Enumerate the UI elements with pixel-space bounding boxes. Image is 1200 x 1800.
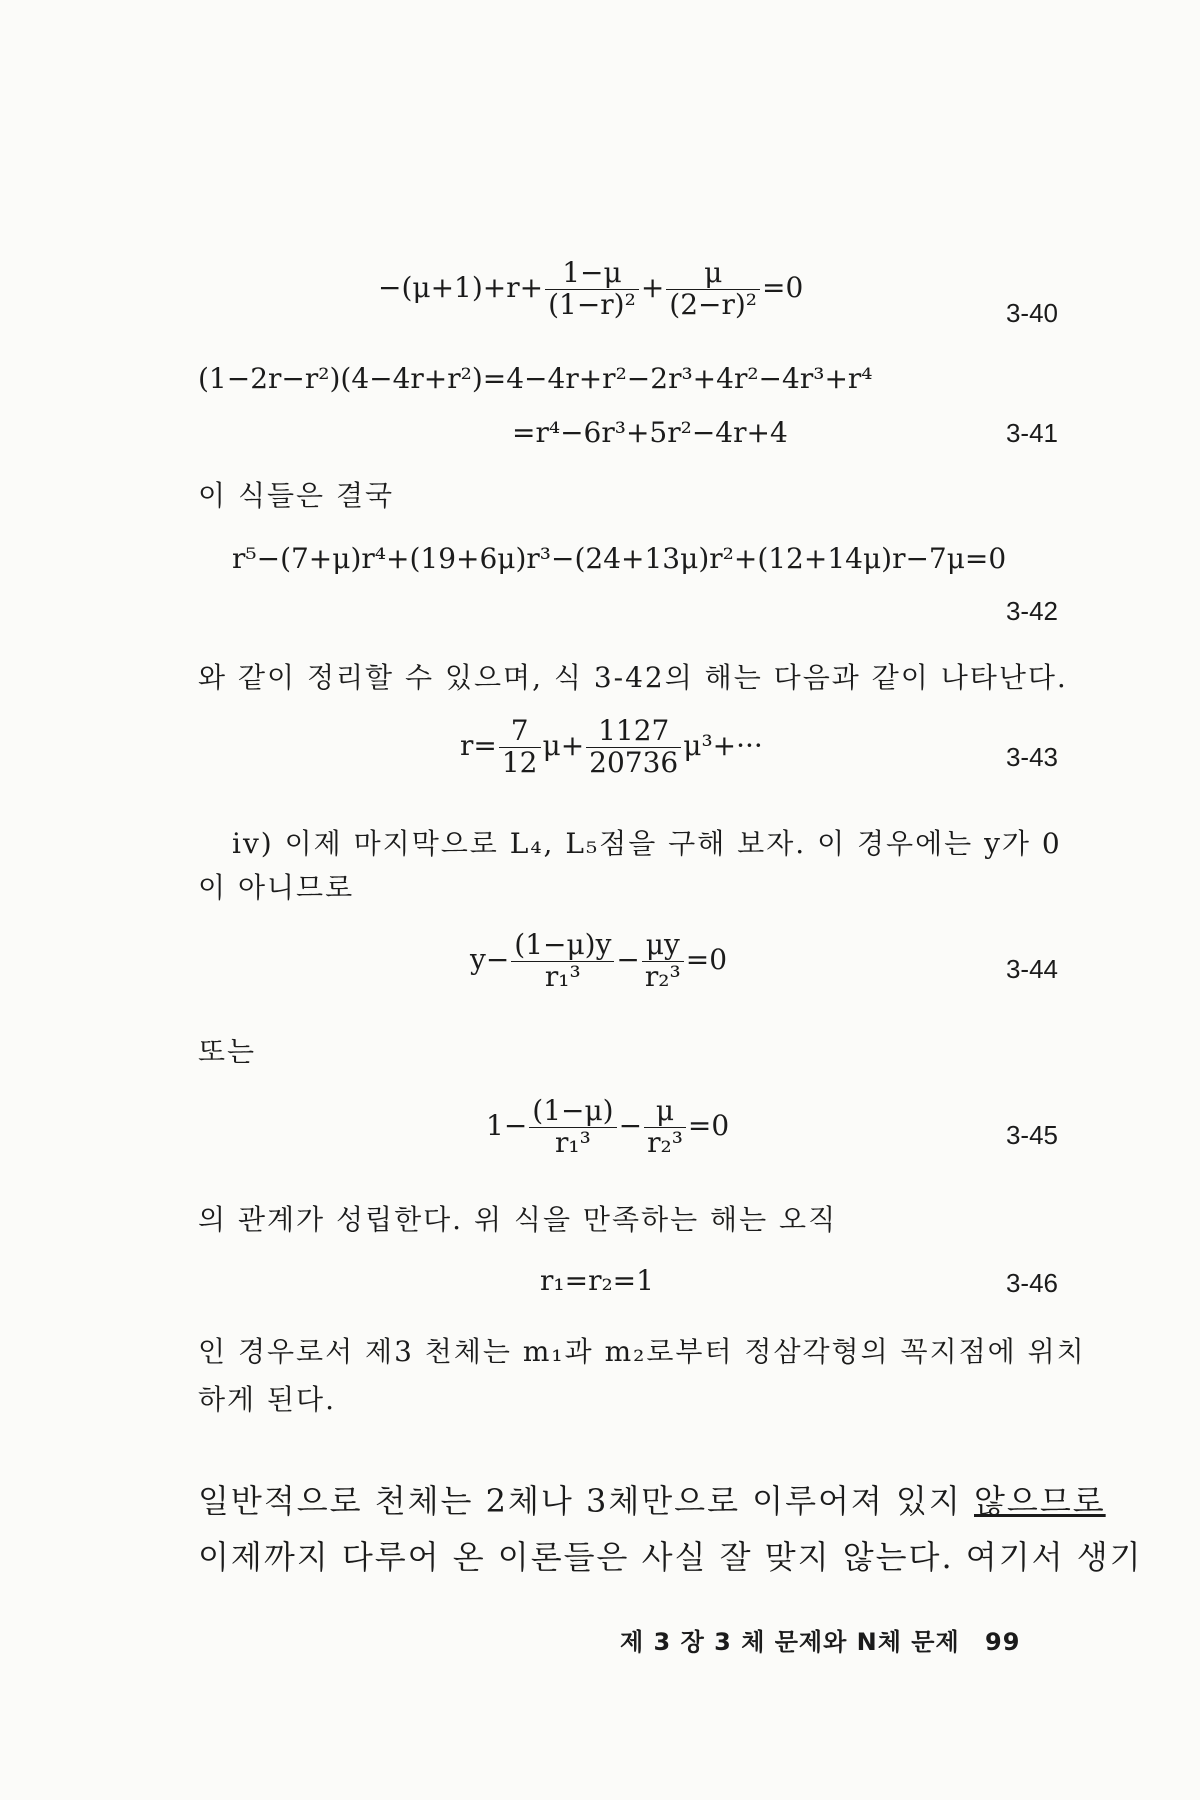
paragraph-text: 또는 (198, 1035, 257, 1068)
equation-number-3-45: 3-45 (1005, 1120, 1058, 1150)
equation-number-3-44: 3-44 (1005, 954, 1058, 984)
equation-number-3-43: 3-43 (1005, 742, 1058, 772)
equation-3-42: r⁵−(7+μ)r⁴+(19+6μ)r³−(24+13μ)r²+(12+14μ)r−7μ=0 (232, 542, 1007, 575)
equation-3-43: r= $\frac{7}{12}$ μ+ $\frac{1127}{20736}$ μ³+··· (460, 714, 763, 779)
equation-number-3-40: 3-40 (1005, 298, 1058, 328)
equation-3-45: 1− $\frac{(1-\mu)}{\text{r₁³}}$ − $\frac{\mu}{\text{r₂³}}$ =0 (486, 1094, 730, 1159)
paragraph-text: 하게 된다. (198, 1383, 336, 1416)
paragraph-text: 이 아니므로 (198, 871, 355, 904)
equation-number-3-46: 3-46 (1005, 1268, 1058, 1298)
equation-number-3-41: 3-41 (1005, 418, 1058, 448)
paragraph-text: 와 같이 정리할 수 있으며, 식 3-42의 해는 다음과 같이 나타난다. (198, 661, 1068, 694)
equation-3-40: −(μ+1)+r+ $\frac{1-\mu}{\text{(1−r)²}}$ + $\frac{\mu}{\text{(2−r)²}}$ =0 (378, 256, 804, 321)
paragraph-text-large: 이제까지 다루어 온 이론들은 사실 잘 맞지 않는다. 여기서 생기 (198, 1538, 1143, 1576)
page-footer (620, 1622, 1020, 1657)
paragraph-text: iv) 이제 마지막으로 L₄, L₅점을 구해 보자. 이 경우에는 y가 0 (232, 827, 1062, 860)
paragraph-text: 인 경우로서 제3 천체는 m₁과 m₂로부터 정삼각형의 꼭지점에 위치 (198, 1335, 1086, 1368)
equation-3-46: r₁=r₂=1 (540, 1264, 654, 1297)
underlined-word: 않으므로 (974, 1482, 1106, 1520)
equation-number-3-42: 3-42 (1005, 596, 1058, 626)
paragraph-text: 이 식들은 결국 (198, 479, 395, 512)
paragraph-text: 의 관계가 성립한다. 위 식을 만족하는 해는 오직 (198, 1203, 838, 1236)
page-number: 99 (985, 1628, 1021, 1656)
chapter-title: 제 3 장 3 체 문제와 N체 문제 (620, 1628, 960, 1656)
equation-3-41-line2: =r⁴−6r³+5r²−4r+4 (512, 416, 788, 449)
paragraph-text-large: 일반적으로 천체는 2체나 3체만으로 이루어져 있지 않으므로 (198, 1482, 1106, 1520)
equation-3-41-line1: (1−2r−r²)(4−4r+r²)=4−4r+r²−2r³+4r²−4r³+r⁴ (198, 362, 873, 395)
equation-3-44: y− $\frac{(1-\mu)y}{\text{r₁³}}$ − $\frac{\mu y}{\text{r₂³}}$ =0 (470, 928, 728, 993)
